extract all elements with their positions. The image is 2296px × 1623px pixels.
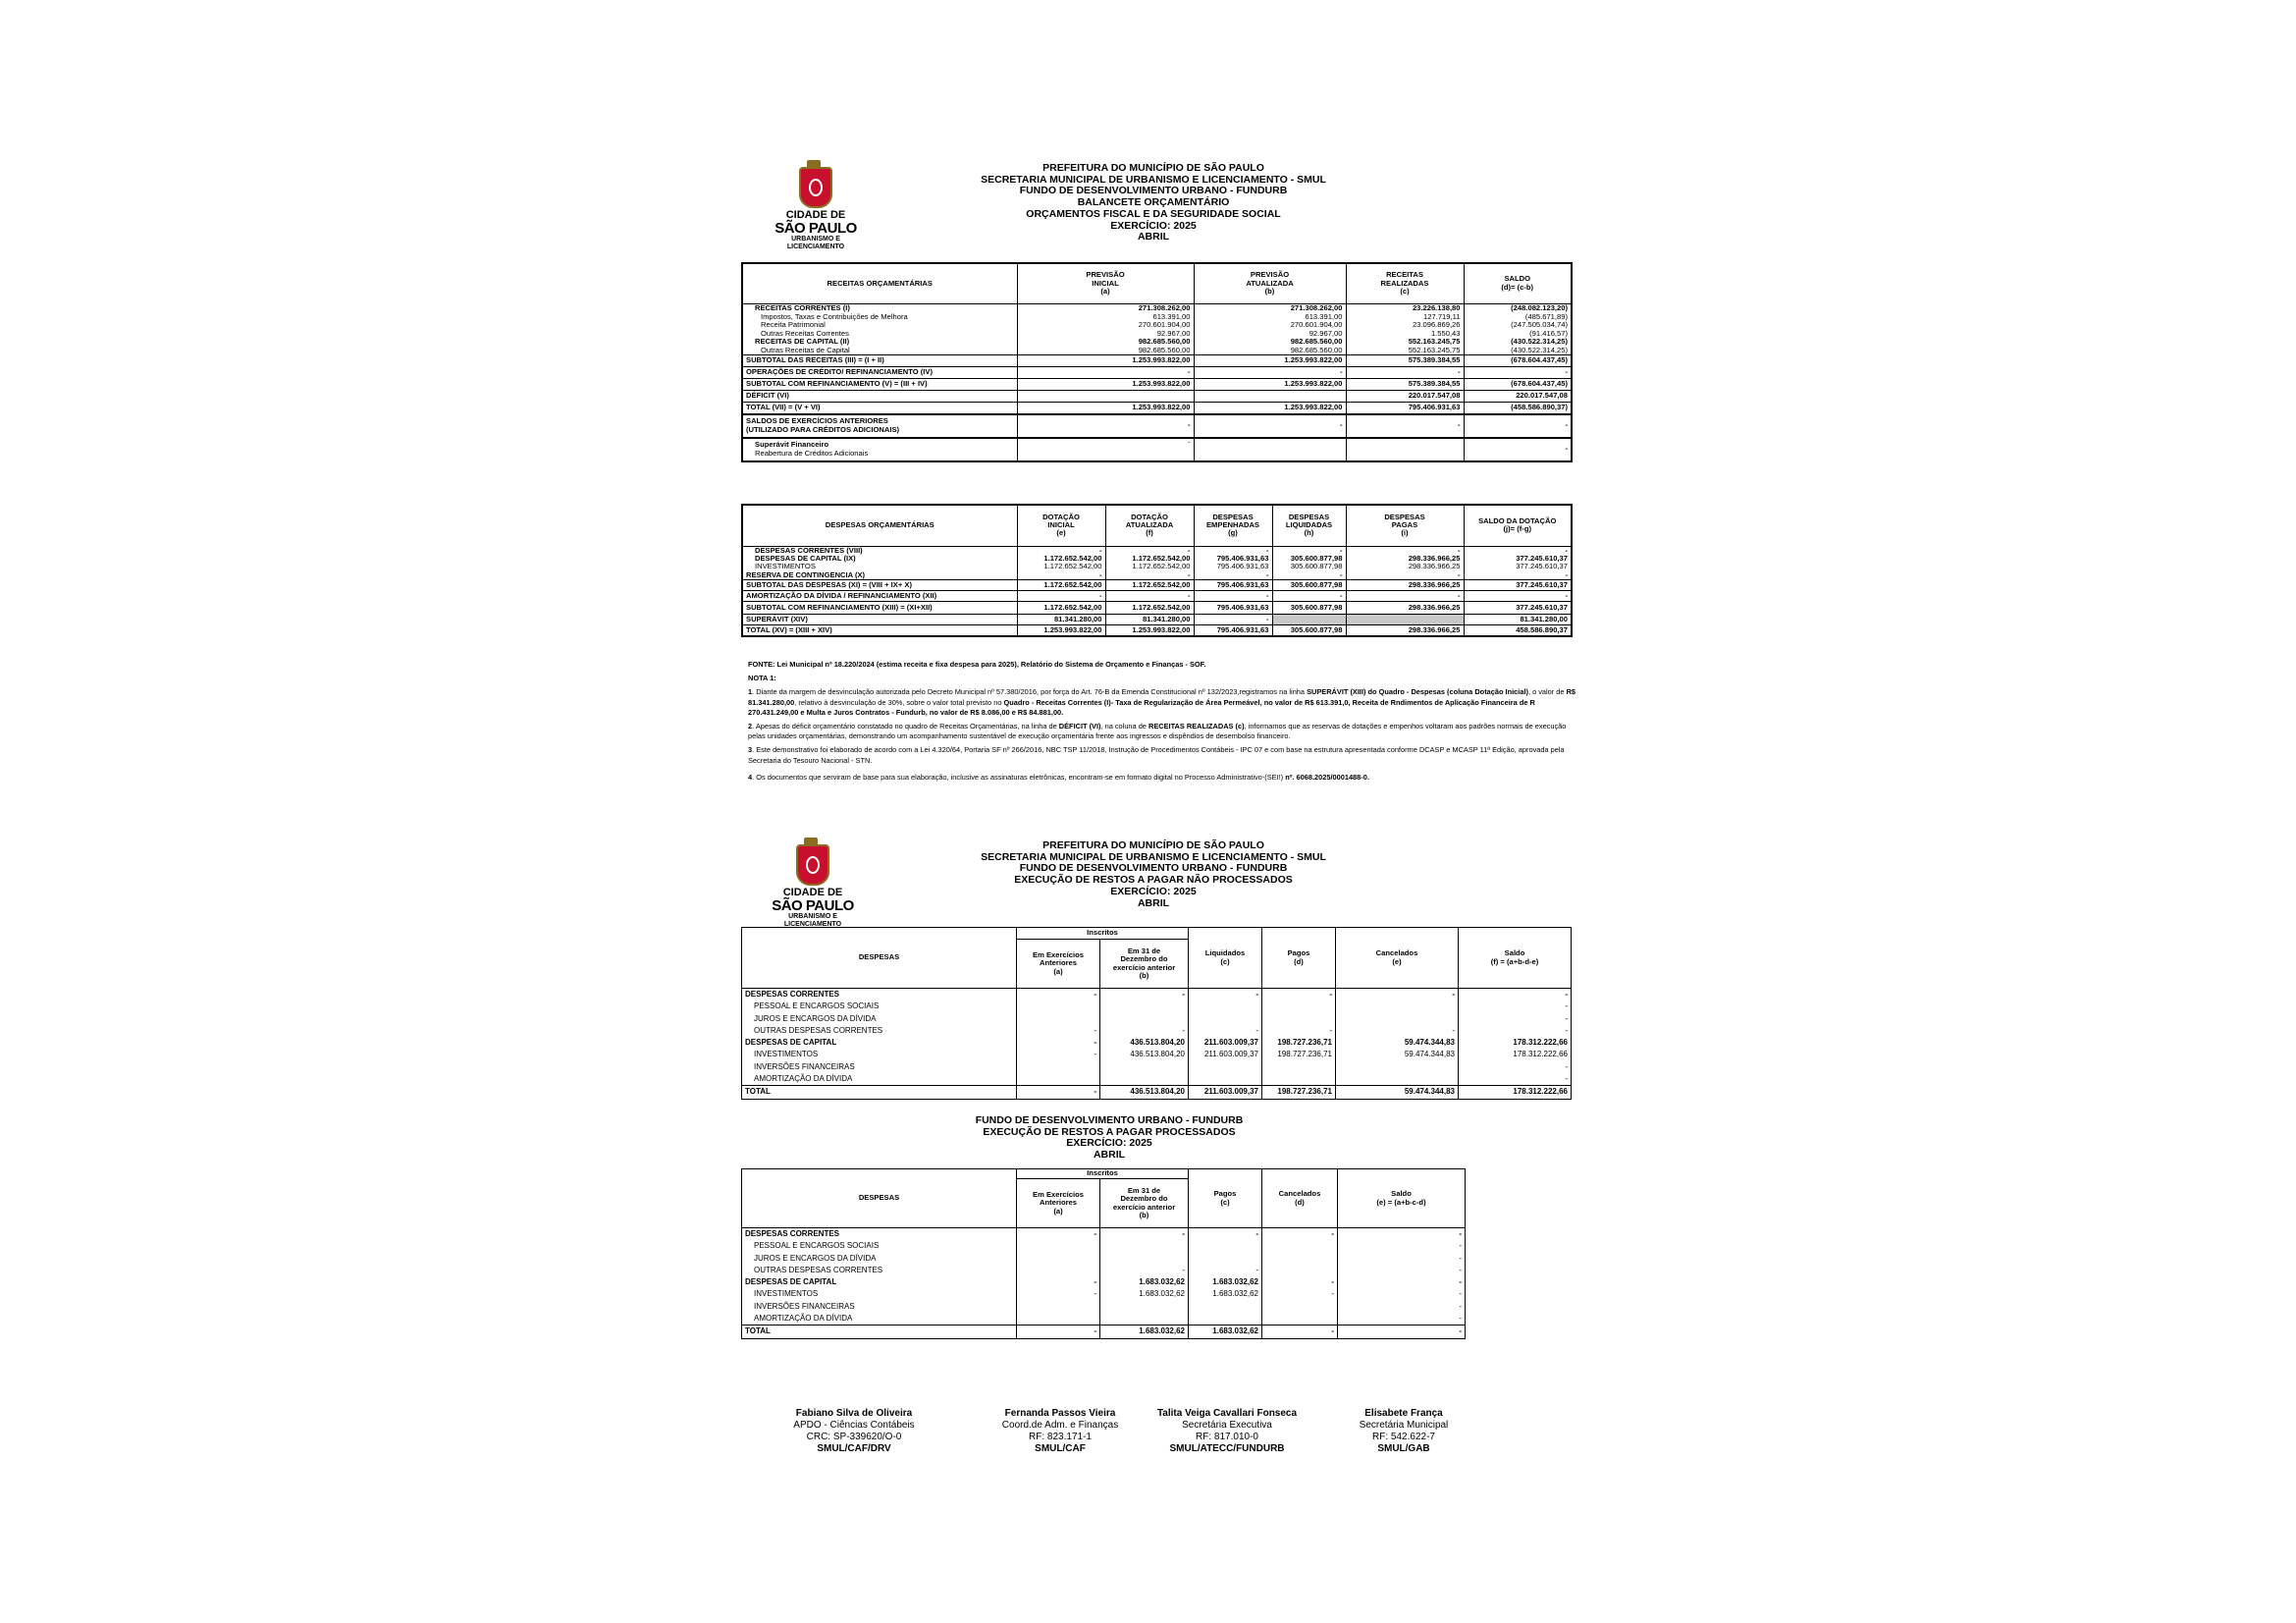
table-row: RECEITAS CORRENTES (I) 271.308.262,00 271.308.262,00 23.226.138,80 (248.082.123,20) bbox=[742, 303, 1572, 313]
col-header-saldo-dotacao: SALDO DA DOTAÇÃO (j)= (f-g) bbox=[1464, 505, 1572, 546]
signature-name: Fernanda Passos Vieira bbox=[1004, 1408, 1116, 1419]
signature-block bbox=[1306, 1408, 1502, 1455]
table-row: DESPESAS DE CAPITAL (IX) 1.172.652.542,00 1.172.652.542,00 795.406.931,63 305.600.877,98 298.336.966,25 377.245.610,37 bbox=[742, 555, 1572, 563]
table-row: SUBTOTAL COM REFINANCIAMENTO (V) = (III + IV) 1.253.993.822,00 1.253.993.822,00 575.389.384,55 (678.604.437,45) bbox=[742, 379, 1572, 391]
logo-text-4: LICENCIAMENTO bbox=[786, 243, 845, 250]
table-row: OUTRAS DESPESAS CORRENTES - - - - - - bbox=[742, 1025, 1572, 1037]
col-header-saldo: Saldo (f) = (a+b-d-e) bbox=[1459, 928, 1572, 989]
signature-role: Secretária Executiva bbox=[1182, 1420, 1272, 1431]
note-3: 3. Este demonstrativo foi elaborado de acordo com a Lei 4.320/64, Portaria SF nº 266/2016, NBC TSP 11/2018, Instrução de Procedimentos Contábeis - IPC 07 e com base na estrutura apresentada conforme DCASP e MCASP 11ª Edição, aprovada pela Secretaria do Tesouro Nacional - STN. bbox=[748, 745, 1565, 765]
col-header-despesas: DESPESAS ORÇAMENTÁRIAS bbox=[742, 505, 1017, 546]
signature-id: CRC: SP-339620/O-0 bbox=[806, 1432, 902, 1442]
restos-processados-table bbox=[741, 1168, 1466, 1339]
restos-nao-processados-table bbox=[741, 927, 1572, 1100]
note-2: 2. Apesas do déficit orçamentário constatado no quadro de Receitas Orçamentárias, na linha de DÉFICIT (VI), na coluna de RECEITAS REALIZADAS (c), informamos que as reservas de dotações e empenhos voltaram aos padrões normais de execução pelas unidades orçamentárias, demonstrando um acompanhamento sustentável de execução orçamentária frente aos ingressos e dispêndios de desembolso financeiro. bbox=[748, 722, 1567, 741]
logo-text-3: URBANISMO E bbox=[788, 913, 837, 920]
table-row: INVESTIMENTOS - 436.513.804,20 211.603.009,37 198.727.236,71 59.474.344,83 178.312.222,66 bbox=[742, 1049, 1572, 1060]
header-line: EXECUÇÃO DE RESTOS A PAGAR PROCESSADOS bbox=[983, 1125, 1236, 1138]
header-line: FUNDO DE DESENVOLVIMENTO URBANO - FUNDURB bbox=[975, 1114, 1244, 1126]
table-row: TOTAL - 436.513.804,20 211.603.009,37 198.727.236,71 59.474.344,83 178.312.222,66 bbox=[742, 1086, 1572, 1099]
col-header-exercicios-anteriores: Em Exercícios Anteriores (a) bbox=[1017, 1179, 1100, 1228]
col-header-cancelados: Cancelados (d) bbox=[1262, 1169, 1338, 1228]
col-header-receitas-realizadas: RECEITAS REALIZADAS (c) bbox=[1346, 263, 1464, 303]
col-header-pagos: Pagos (d) bbox=[1262, 928, 1336, 989]
header-line: EXERCÍCIO: 2025 bbox=[1110, 219, 1197, 232]
col-header-saldo: SALDO (d)= (c-b) bbox=[1464, 263, 1572, 303]
report-header-3 bbox=[883, 1115, 1335, 1162]
table-row: Receita Patrimonial 270.601.904,00 270.601.904,00 23.096.869,26 (247.505.034,74) bbox=[742, 321, 1572, 329]
col-header-previsao-atualizada: PREVISÃO ATUALIZADA (b) bbox=[1194, 263, 1346, 303]
col-header-cancelados: Cancelados (e) bbox=[1336, 928, 1459, 989]
header-line: ABRIL bbox=[1137, 896, 1170, 909]
col-header-dotacao-atualizada: DOTAÇÃO ATUALIZADA (f) bbox=[1105, 505, 1194, 546]
report-header-2 bbox=[933, 840, 1374, 909]
table-row: DÉFICIT (VI) 220.017.547,08 220.017.547,08 bbox=[742, 391, 1572, 403]
signature-unit: SMUL/GAB bbox=[1377, 1443, 1430, 1454]
table-row: SUBTOTAL DAS RECEITAS (III) = (I + II) 1.253.993.822,00 1.253.993.822,00 575.389.384,55 (678.604.437,45) bbox=[742, 355, 1572, 367]
logo-text-1: CIDADE DE bbox=[782, 887, 843, 898]
table-row: TOTAL - 1.683.032,62 1.683.032,62 - - bbox=[742, 1325, 1466, 1338]
table-row: JUROS E ENCARGOS DA DÍVIDA - bbox=[742, 1253, 1466, 1265]
table-row: SUPERÁVIT (XIV) 81.341.280,00 81.341.280,00 - 81.341.280,00 bbox=[742, 615, 1572, 625]
table-row: TOTAL (VII) = (V + VI) 1.253.993.822,00 1.253.993.822,00 795.406.931,63 (458.586.890,37) bbox=[742, 403, 1572, 414]
city-coat-of-arms-icon bbox=[799, 167, 832, 208]
table-row: SALDOS DE EXERCÍCIOS ANTERIORES (UTILIZADO PARA CRÉDITOS ADICIONAIS) - - - - bbox=[742, 414, 1572, 438]
signature-name: Talita Veiga Cavallari Fonseca bbox=[1156, 1408, 1298, 1419]
table-row: DESPESAS CORRENTES (VIII) - - - - - - bbox=[742, 546, 1572, 555]
col-header-31-dezembro: Em 31 de Dezembro do exercício anterior (b) bbox=[1100, 1179, 1189, 1228]
table-row: AMORTIZAÇÃO DA DÍVIDA - bbox=[742, 1313, 1466, 1325]
col-header-dotacao-inicial: DOTAÇÃO INICIAL (e) bbox=[1017, 505, 1105, 546]
note-4: 4. Os documentos que serviram de base para sua elaboração, inclusive as assinaturas eletrônicas, encontram-se em formato digital no Processo Administrativo-(SEI!) nº. 6068.2025/0001488-0. bbox=[748, 772, 1369, 782]
col-header-saldo: Saldo (e) = (a+b-c-d) bbox=[1338, 1169, 1466, 1228]
header-line: FUNDO DE DESENVOLVIMENTO URBANO - FUNDURB bbox=[1019, 185, 1288, 197]
table-row: SUBTOTAL COM REFINANCIAMENTO (XIII) = (XI+XII) 1.172.652.542,00 1.172.652.542,00 795.406.931,63 305.600.877,98 298.336.966,25 377.245.610,37 bbox=[742, 602, 1572, 615]
col-header-liquidados: Liquidados (c) bbox=[1189, 928, 1262, 989]
notes-section bbox=[748, 660, 1577, 786]
col-header-inscritos: Inscritos bbox=[1017, 928, 1189, 940]
table-row: DESPESAS DE CAPITAL - 1.683.032,62 1.683.032,62 - - bbox=[742, 1276, 1466, 1288]
col-header-despesas: DESPESAS bbox=[742, 928, 1017, 989]
table-row: INVESTIMENTOS - 1.683.032,62 1.683.032,62 - - bbox=[742, 1288, 1466, 1300]
col-header-previsao-inicial: PREVISÃO INICIAL (a) bbox=[1017, 263, 1194, 303]
header-line: ORÇAMENTOS FISCAL E DA SEGURIDADE SOCIAL bbox=[1026, 207, 1281, 220]
city-logo bbox=[772, 167, 860, 251]
header-line: ABRIL bbox=[1137, 231, 1170, 243]
signature-role: APDO - Ciências Contábeis bbox=[793, 1420, 915, 1431]
table-row: AMORTIZAÇÃO DA DÍVIDA / REFINANCIAMENTO (XII) - - - - - - bbox=[742, 591, 1572, 602]
signature-unit: SMUL/ATECC/FUNDURB bbox=[1169, 1443, 1285, 1454]
col-header-pagas: DESPESAS PAGAS (i) bbox=[1346, 505, 1464, 546]
signature-id: RF: 823.171-1 bbox=[1029, 1432, 1092, 1442]
table-row: OPERAÇÕES DE CRÉDITO/ REFINANCIAMENTO (IV) - - - - bbox=[742, 367, 1572, 379]
logo-text-1: CIDADE DE bbox=[785, 209, 846, 221]
table-row: TOTAL (XV) = (XIII + XIV) 1.253.993.822,00 1.253.993.822,00 795.406.931,63 305.600.877,98 298.336.966,25 458.586.890,37 bbox=[742, 625, 1572, 636]
col-header-empenhadas: DESPESAS EMPENHADAS (g) bbox=[1194, 505, 1272, 546]
city-coat-of-arms-icon bbox=[796, 844, 829, 886]
table-row: OUTRAS DESPESAS CORRENTES - - - bbox=[742, 1265, 1466, 1276]
col-header-receitas: RECEITAS ORÇAMENTÁRIAS bbox=[742, 263, 1017, 303]
notes-title: NOTA 1: bbox=[748, 674, 776, 683]
header-line: PREFEITURA DO MUNICÍPIO DE SÃO PAULO bbox=[1042, 839, 1264, 851]
header-line: FUNDO DE DESENVOLVIMENTO URBANO - FUNDURB bbox=[1019, 862, 1288, 875]
table-row: RECEITAS DE CAPITAL (II) 982.685.560,00 982.685.560,00 552.163.245,75 (430.522.314,25) bbox=[742, 338, 1572, 346]
header-line: BALANCETE ORÇAMENTÁRIO bbox=[1077, 196, 1230, 209]
signature-name: Fabiano Silva de Oliveira bbox=[795, 1408, 913, 1419]
signature-name: Elisabete França bbox=[1364, 1408, 1443, 1419]
signature-block bbox=[1129, 1408, 1325, 1455]
col-header-inscritos: Inscritos bbox=[1017, 1169, 1189, 1179]
table-row: INVERSÕES FINANCEIRAS - bbox=[742, 1061, 1572, 1073]
table-row: PESSOAL E ENCARGOS SOCIAIS - bbox=[742, 1240, 1466, 1252]
note-1: 1. Diante da margem de desvinculação autorizada pelo Decreto Municipal nº 57.380/2016, por força do Art. 76-B da Emenda Constitucional nº 132/2023,registramos na linha SUPERÁVIT (XIII) do Quadro - Despesas (coluna Dotação Inicial), o valor de R$ 81.341.280,00, relativo à desvinculação de 30%, sobre o valor total previsto no Quadro - Receitas Correntes (I)- Taxa de Regularização de Área Permeável, no valor de R$ 613.391,0, Receita de Rndimentos de Aplicação Financeira de R 270.431.249,00 e Multa e Juros Contratos - Fundurb, no valor de R$ 8.086,00 e R$ 84.881,00. bbox=[748, 687, 1576, 717]
table-row: Outras Receitas Correntes 92.967,00 92.967,00 1.550,43 (91.416,57) bbox=[742, 330, 1572, 338]
col-header-exercicios-anteriores: Em Exercícios Anteriores (a) bbox=[1017, 940, 1100, 989]
receitas-table bbox=[741, 262, 1573, 462]
signature-unit: SMUL/CAF/DRV bbox=[817, 1443, 891, 1454]
header-line: EXERCÍCIO: 2025 bbox=[1110, 885, 1197, 897]
logo-text-3: URBANISMO E bbox=[791, 236, 840, 243]
header-line: SECRETARIA MUNICIPAL DE URBANISMO E LICENCIAMENTO - SMUL bbox=[981, 850, 1326, 863]
source-line: FONTE: Lei Municipal nº 18.220/2024 (estima receita e fixa despesa para 2025), Relatório do Sistema de Orçamento e Finanças - SOF. bbox=[748, 660, 1206, 669]
table-row: INVERSÕES FINANCEIRAS - bbox=[742, 1301, 1466, 1313]
header-line: EXECUÇÃO DE RESTOS A PAGAR NÃO PROCESSADOS bbox=[1014, 874, 1293, 887]
table-row: Superávit Financeiro Reabertura de Créditos Adicionais - - bbox=[742, 438, 1572, 461]
table-row: PESSOAL E ENCARGOS SOCIAIS - bbox=[742, 1001, 1572, 1012]
table-row: DESPESAS DE CAPITAL - 436.513.804,20 211.603.009,37 198.727.236,71 59.474.344,83 178.312.222,66 bbox=[742, 1037, 1572, 1049]
table-row: Outras Receitas de Capital 982.685.560,00 982.685.560,00 552.163.245,75 (430.522.314,25) bbox=[742, 347, 1572, 355]
signature-id: RF: 542.622-7 bbox=[1372, 1432, 1435, 1442]
header-line: PREFEITURA DO MUNICÍPIO DE SÃO PAULO bbox=[1042, 162, 1264, 174]
header-line: SECRETARIA MUNICIPAL DE URBANISMO E LICENCIAMENTO - SMUL bbox=[981, 173, 1326, 186]
table-row: AMORTIZAÇÃO DA DÍVIDA - bbox=[742, 1073, 1572, 1086]
report-header-1 bbox=[933, 163, 1374, 243]
logo-text-2: SÃO PAULO bbox=[774, 220, 857, 237]
logo-text-4: LICENCIAMENTO bbox=[783, 921, 842, 928]
city-logo-2 bbox=[769, 844, 857, 929]
header-line: EXERCÍCIO: 2025 bbox=[1066, 1137, 1152, 1150]
table-row: Impostos, Taxas e Contribuições de Melhora 613.391,00 613.391,00 127.719,11 (485.671,89) bbox=[742, 313, 1572, 321]
signature-id: RF: 817.010-0 bbox=[1196, 1432, 1258, 1442]
table-row: INVESTIMENTOS 1.172.652.542,00 1.172.652.542,00 795.406.931,63 305.600.877,98 298.336.966,25 377.245.610,37 bbox=[742, 563, 1572, 570]
header-line: ABRIL bbox=[1093, 1149, 1126, 1162]
col-header-despesas: DESPESAS bbox=[742, 1169, 1017, 1228]
table-row: DESPESAS CORRENTES - - - - - - bbox=[742, 989, 1572, 1001]
signature-role: Secretária Municipal bbox=[1359, 1420, 1449, 1431]
col-header-pagos: Pagos (c) bbox=[1189, 1169, 1262, 1228]
table-row: JUROS E ENCARGOS DA DÍVIDA - bbox=[742, 1013, 1572, 1025]
signature-unit: SMUL/CAF bbox=[1035, 1443, 1086, 1454]
col-header-31-dezembro: Em 31 de Dezembro do exercício anterior (b) bbox=[1100, 940, 1189, 989]
signature-block bbox=[756, 1408, 952, 1455]
table-row: RESERVA DE CONTINGÊNCIA (X) - - - - - - bbox=[742, 571, 1572, 580]
table-row: SUBTOTAL DAS DESPESAS (XI) = (VIII + IX+ X) 1.172.652.542,00 1.172.652.542,00 795.406.931,63 305.600.877,98 298.336.966,25 377.245.610,37 bbox=[742, 580, 1572, 591]
despesas-table bbox=[741, 504, 1573, 637]
col-header-liquidadas: DESPESAS LIQUIDADAS (h) bbox=[1272, 505, 1346, 546]
table-row: DESPESAS CORRENTES - - - - - bbox=[742, 1228, 1466, 1241]
signature-role: Coord.de Adm. e Finanças bbox=[1001, 1420, 1119, 1431]
logo-text-2: SÃO PAULO bbox=[772, 897, 854, 914]
